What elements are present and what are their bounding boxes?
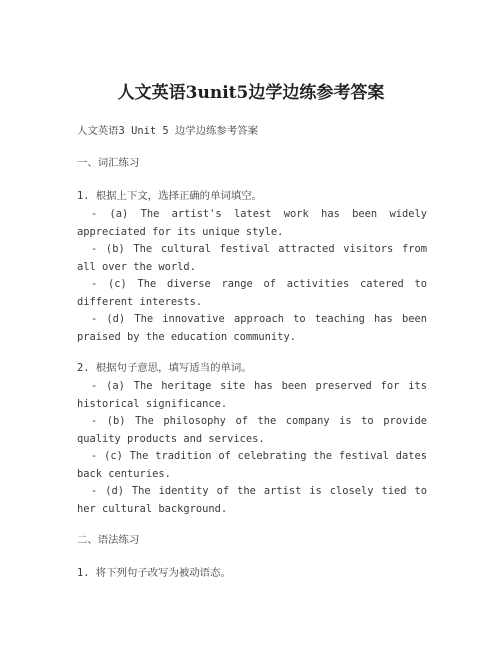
question-prompt-grammar-1: 1. 将下列句子改写为被动语态。 xyxy=(77,567,231,579)
document-title: 人文英语3unit5边学边练参考答案 xyxy=(117,83,385,103)
question-prompt-2: 2. 根据句子意思，填写适当的单词。 xyxy=(77,362,252,374)
answer-item-1d: - (d) The innovative approach to teaching has been praised by the education community. xyxy=(77,313,427,343)
answer-item-2b: - (b) The philosophy of the company is to provide quality products and services. xyxy=(77,415,427,445)
answer-item-1c: - (c) The diverse range of activities catered to different interests. xyxy=(77,278,427,308)
section-heading-vocabulary: 一、词汇练习 xyxy=(77,157,140,169)
document-subtitle: 人文英语3 Unit 5 边学边练参考答案 xyxy=(77,125,258,137)
answer-item-2d: - (d) The identity of the artist is closely tied to her cultural background. xyxy=(77,485,427,515)
answer-item-1a: - (a) The artist's latest work has been widely appreciated for its unique style. xyxy=(77,208,427,238)
section-heading-grammar: 二、语法练习 xyxy=(77,534,140,546)
answer-item-2c: - (c) The tradition of celebrating the festival dates back centuries. xyxy=(77,450,427,480)
answer-item-1b: - (b) The cultural festival attracted visitors from all over the world. xyxy=(77,243,427,273)
question-prompt-1: 1. 根据上下文，选择正确的单词填空。 xyxy=(77,190,263,202)
answer-item-2a: - (a) The heritage site has been preserved for its historical significance. xyxy=(77,380,427,410)
